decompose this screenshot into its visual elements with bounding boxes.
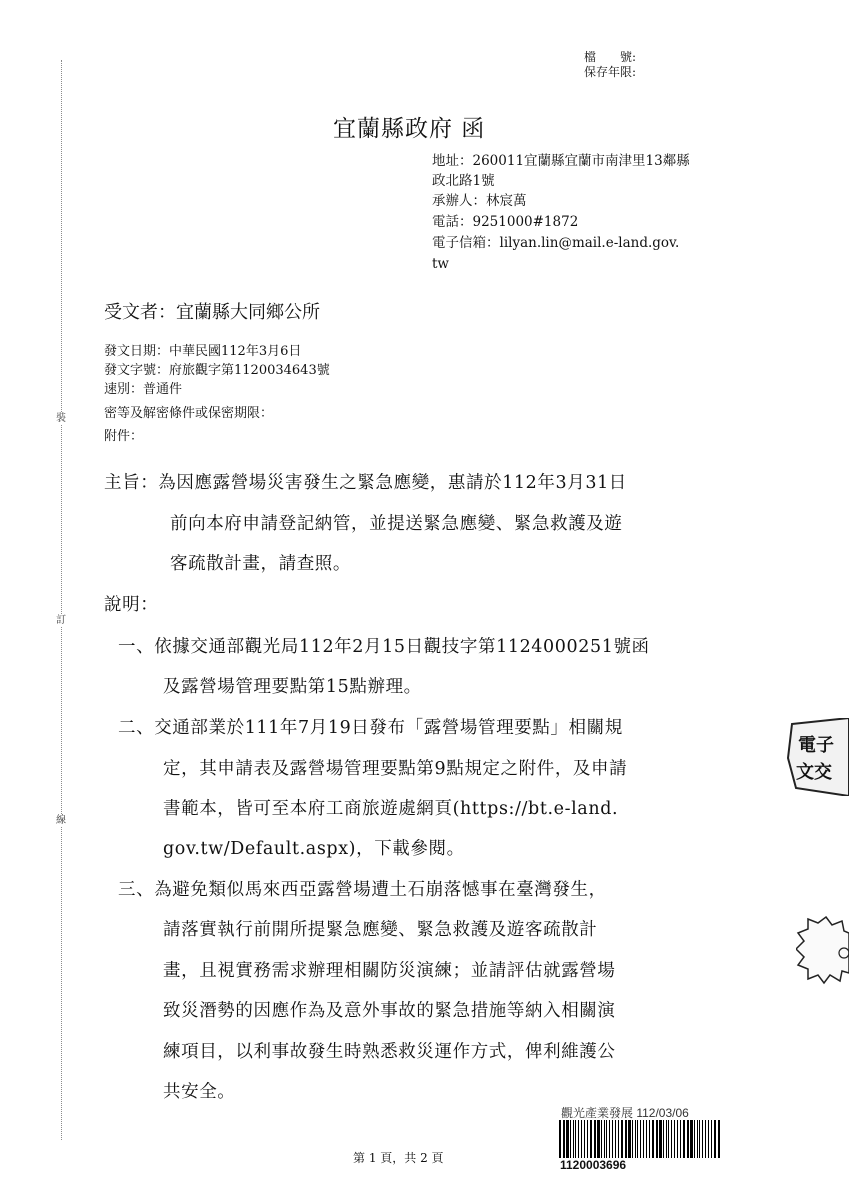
- item-two-line-4: gov.tw/Default.aspx)，下載參閱。: [163, 839, 465, 859]
- binding-mark-xian: 線: [56, 815, 66, 826]
- barcode-bar: [609, 1120, 610, 1158]
- retention-period-label: 保存年限:: [584, 65, 637, 79]
- secrecy-level: 密等及解密條件或保密期限：: [104, 406, 274, 421]
- document-number: 發文字號：府旅觀字第1120034643號: [104, 363, 330, 378]
- barcode-bar: [584, 1120, 585, 1158]
- barcode-bar: [640, 1120, 641, 1158]
- barcode-bar: [663, 1120, 664, 1158]
- page-indicator: 第 1 頁，共 2 頁: [353, 1151, 444, 1165]
- subject-line-2: 前向本府申請登記納管，並提送緊急應變、緊急救護及遊: [170, 514, 623, 534]
- barcode-bar: [659, 1120, 662, 1158]
- item-one-line-1: 一、依據交通部觀光局112年2月15日觀技字第1124000251號函: [118, 637, 650, 657]
- barcode-bar: [635, 1120, 636, 1158]
- barcode-bar: [694, 1120, 695, 1158]
- barcode-bar: [683, 1120, 685, 1158]
- email-line-2: tw: [432, 256, 449, 272]
- barcode-bar: [601, 1120, 602, 1158]
- e-document-stamp: [786, 718, 849, 796]
- barcode-bar: [690, 1120, 693, 1158]
- explanation-label: 說明：: [104, 595, 159, 615]
- document-title: 宜蘭縣政府 函: [333, 116, 486, 142]
- gear-seal-icon: [796, 915, 849, 985]
- barcode-bar: [649, 1120, 650, 1158]
- item-three-line-6: 共安全。: [163, 1082, 236, 1102]
- binding-mark-ding: 訂: [56, 615, 66, 626]
- barcode-bar: [699, 1120, 700, 1158]
- barcode-bar: [705, 1120, 706, 1158]
- barcode-bar: [566, 1120, 569, 1158]
- item-three-line-5: 練項目，以利事故發生時熟悉救災運作方式，俾利維護公: [163, 1042, 616, 1062]
- email-line-1: 電子信箱：lilyan.lin@mail.e-land.gov.: [432, 235, 680, 251]
- barcode-bar: [711, 1120, 712, 1158]
- barcode-bar: [697, 1120, 698, 1158]
- barcode-bar: [666, 1120, 667, 1158]
- delivery-speed: 速別：普通件: [104, 382, 183, 397]
- barcode-bar: [606, 1120, 607, 1158]
- barcode-bar: [637, 1120, 638, 1158]
- barcode-bar: [671, 1120, 672, 1158]
- barcode-bar: [687, 1120, 689, 1158]
- barcode-bar: [680, 1120, 681, 1158]
- barcode-bar: [646, 1120, 647, 1158]
- barcode-bar: [632, 1120, 633, 1158]
- item-three-line-1: 三、為避免類似馬來西亞露營場遭土石崩落憾事在臺灣發生，: [118, 880, 607, 900]
- barcode-bar: [708, 1120, 709, 1158]
- recipient: 受文者：宜蘭縣大同鄉公所: [104, 302, 320, 323]
- phone: 電話：9251000#1872: [432, 214, 579, 230]
- item-three-line-4: 致災潛勢的因應作為及意外事故的緊急措施等納入相關演: [163, 1001, 616, 1021]
- barcode-bar: [656, 1120, 658, 1158]
- barcode-bar: [615, 1120, 616, 1158]
- subject-line-1: 主旨：為因應露營場災害發生之緊急應變，惠請於112年3月31日: [104, 473, 627, 493]
- handler: 承辦人：林宸萬: [432, 193, 527, 209]
- address-line-2: 政北路1號: [432, 173, 495, 189]
- barcode-bar: [581, 1120, 582, 1158]
- barcode-bar: [628, 1120, 631, 1158]
- subject-line-3: 客疏散計畫，請查照。: [170, 554, 351, 574]
- item-three-line-3: 畫，且視實務需求辦理相關防災演練；並請評估就露營場: [163, 961, 616, 981]
- attachment: 附件：: [104, 429, 144, 444]
- barcode-bar: [594, 1120, 596, 1158]
- barcode: [558, 1120, 723, 1158]
- barcode-bar: [559, 1120, 561, 1158]
- barcode-bar: [612, 1120, 613, 1158]
- issue-date: 發文日期：中華民國112年3月6日: [104, 344, 302, 359]
- barcode-label: 觀光產業發展 112/03/06: [561, 1106, 689, 1120]
- barcode-bar: [597, 1120, 600, 1158]
- svg-text:文交: 文交: [796, 762, 832, 783]
- barcode-bar: [674, 1120, 675, 1158]
- barcode-bar: [652, 1120, 654, 1158]
- barcode-bar: [578, 1120, 579, 1158]
- barcode-bar: [590, 1120, 592, 1158]
- barcode-bar: [714, 1120, 716, 1158]
- binding-dotted-line: [61, 60, 62, 1140]
- item-two-line-2: 定，其申請表及露營場管理要點第9點規定之附件，及申請: [163, 759, 628, 779]
- barcode-bar: [587, 1120, 588, 1158]
- binding-mark-zhuang: 裝: [56, 413, 66, 424]
- barcode-bar: [575, 1120, 576, 1158]
- address-line-1: 地址：260011宜蘭縣宜蘭市南津里13鄰縣: [432, 153, 690, 169]
- barcode-bar: [618, 1120, 619, 1158]
- item-three-line-2: 請落實執行前開所提緊急應變、緊急救護及遊客疏散計: [163, 920, 598, 940]
- barcode-bar: [604, 1120, 605, 1158]
- barcode-bar: [621, 1120, 623, 1158]
- barcode-bar: [573, 1120, 574, 1158]
- item-two-line-1: 二、交通部業於111年7月19日發布「露營場管理要點」相關規: [118, 718, 623, 738]
- barcode-bar: [677, 1120, 678, 1158]
- file-number-label: 檔 號:: [584, 50, 637, 64]
- item-two-line-3: 書範本，皆可至本府工商旅遊處網頁(https://bt.e-land.: [163, 799, 619, 819]
- barcode-bar: [668, 1120, 669, 1158]
- barcode-bar: [563, 1120, 565, 1158]
- barcode-bar: [718, 1120, 720, 1158]
- barcode-bar: [625, 1120, 627, 1158]
- item-one-line-2: 及露營場管理要點第15點辦理。: [163, 677, 422, 697]
- svg-text:電子: 電子: [798, 735, 834, 756]
- barcode-bar: [702, 1120, 703, 1158]
- barcode-number: 1120003696: [560, 1158, 627, 1172]
- barcode-bar: [570, 1120, 571, 1158]
- barcode-bar: [643, 1120, 644, 1158]
